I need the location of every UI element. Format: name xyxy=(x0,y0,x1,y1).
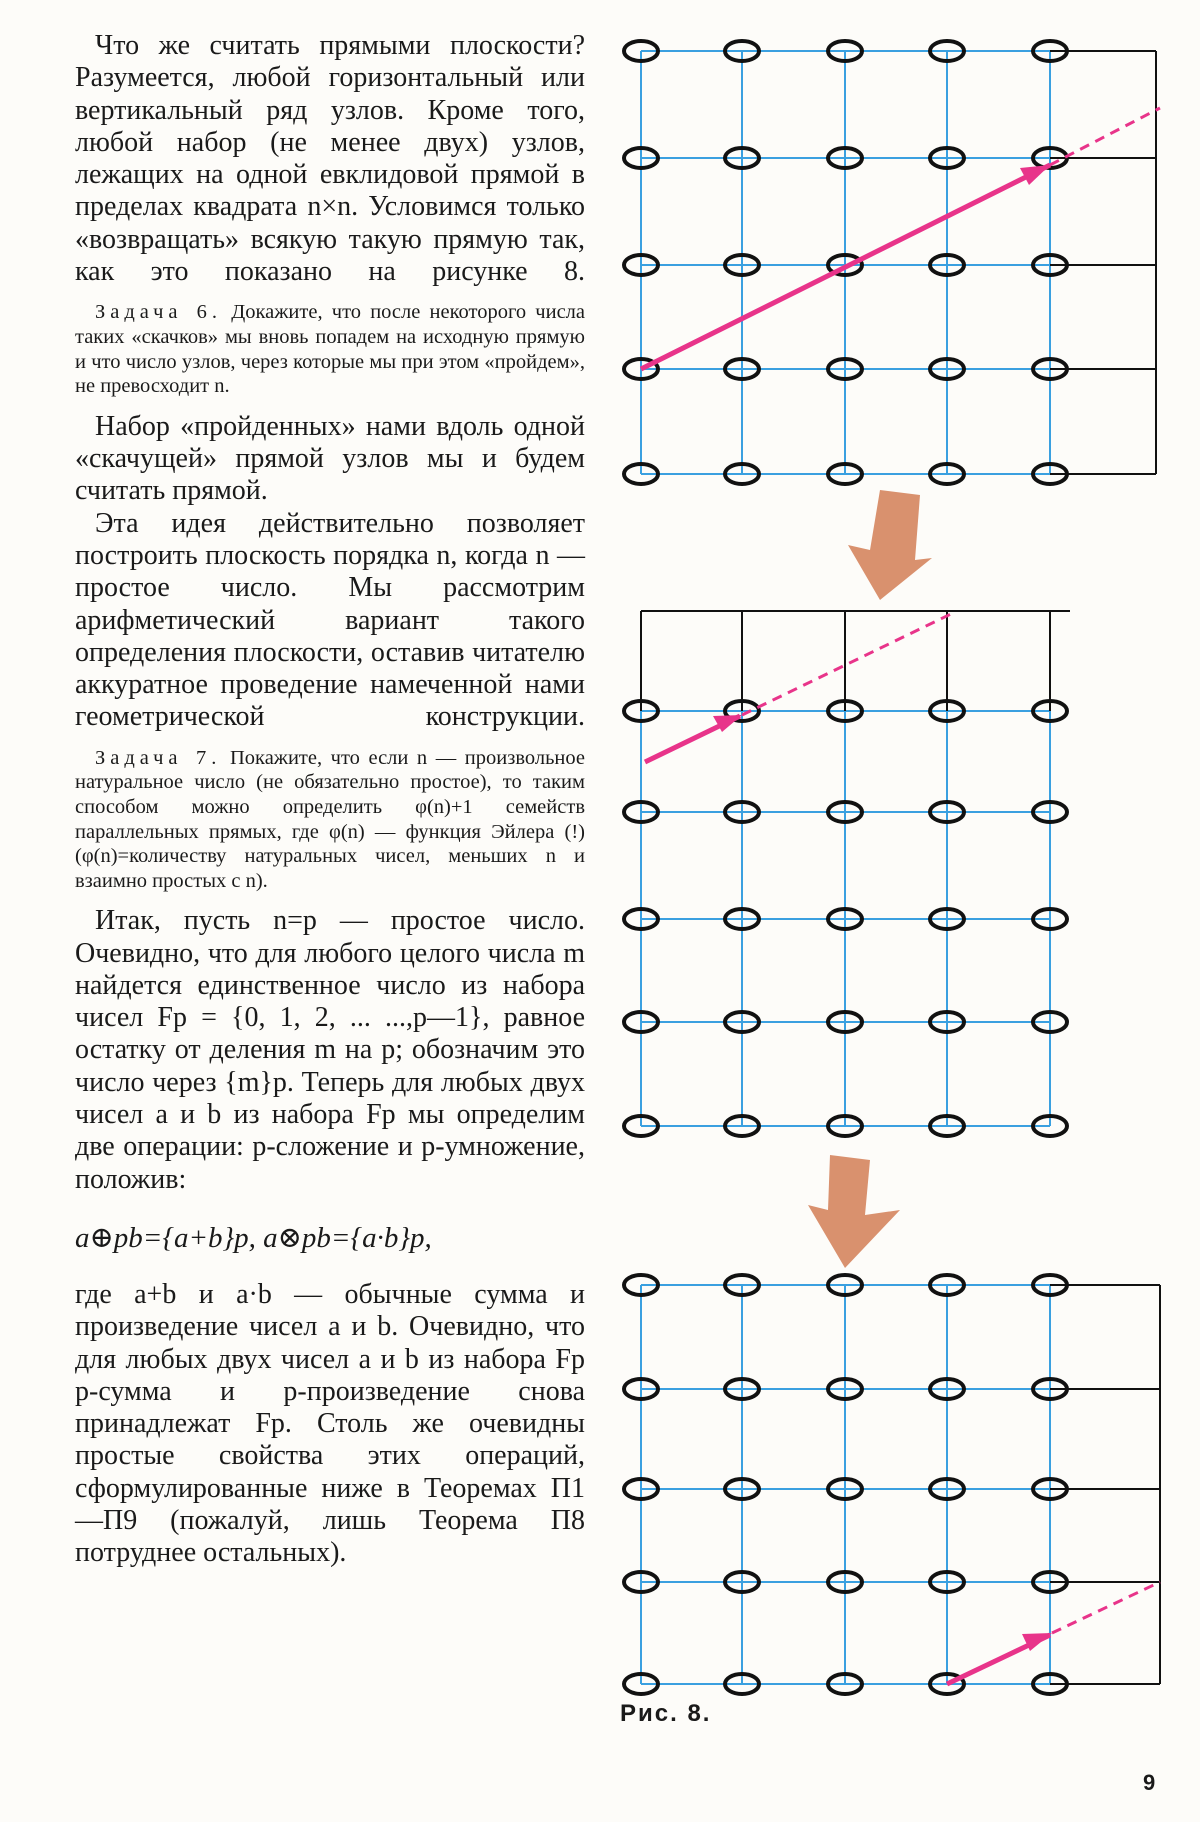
task-6 xyxy=(75,300,585,398)
task-6-label: Задача 6. xyxy=(95,301,223,324)
paragraph-4: Итак, пусть n=p — простое число. Очевидно, что для любого целого числа m найдется единственное число из набора чисел Fp = {0, 1, 2, ... ...,p—1}, равное остатку от деления m на p; обозначим это число через {m}p. Теперь для любых двух чисел a и b из набора Fp мы определим две операции: p-сложение и p-умножение, положив: xyxy=(75,905,585,1195)
paragraph-5: где a+b и a·b — обычные сумма и произведение чисел a и b. Очевидно, что для любых двух чисел a и b из набора Fp p-сумма и p-произведение снова принадлежат Fp. Столь же очевидны простые свойства этих операций, сформулированные ниже в Теоремах П1—П9 (пожалуй, лишь Теорема П8 потруднее остальных). xyxy=(75,1278,585,1569)
paragraph-2: Набор «пройденных» нами вдоль одной «скачущей» прямой узлов мы и будем считать прямой. xyxy=(75,410,585,507)
task-7-text: Покажите, что если n — произвольное натуральное число (не обязательно простое), то таким способом можно определить φ(n)+1 семейств параллельных прямых, где φ(n) — функция Эйлера (!) (φ(n)=количеству натуральных чисел, меньших n и взаимно простых с n). xyxy=(75,746,585,892)
formula: a⊕pb={a+b}p, a⊗pb={a·b}p, xyxy=(75,1221,432,1254)
down-arrow-icon xyxy=(808,1155,900,1268)
page-number: 9 xyxy=(1143,1770,1156,1795)
text-column xyxy=(75,30,585,1570)
jump-line-dashed xyxy=(1050,108,1160,165)
task-6-text: Докажите, что после некоторого числа таких «скачков» мы вновь попадем на исходную прямую и что число узлов, через которые мы при этом «пройдем», не превосходит n. xyxy=(75,301,585,398)
jump-line-dashed xyxy=(1052,1582,1160,1633)
paragraph-3: Эта идея действительно позволяет построить плоскость порядка n, когда n — простое число. Мы рассмотрим арифметический вариант такого определения плоскости, оставив читателю аккуратное проведение намеченной нами геометрической конструкции. xyxy=(75,507,585,733)
paragraph-1: Что же считать прямыми плоскости? Разумеется, любой горизонтальный или вертикальный ряд узлов. Кроме того, любой набор (не менее двух) узлов, лежащих на одной евклидовой прямой в пределах квадрата n×n. Условимся только «возвращать» всякую такую прямую так, как это показано на рисунке 8. xyxy=(75,30,585,288)
figure-8 xyxy=(600,0,1200,1822)
arrow-head xyxy=(1020,165,1050,185)
figure-caption: Рис. 8. xyxy=(620,1700,712,1727)
task-7 xyxy=(75,746,585,894)
down-arrow-icon xyxy=(848,490,932,600)
task-7-label: Задача 7. xyxy=(95,746,222,769)
